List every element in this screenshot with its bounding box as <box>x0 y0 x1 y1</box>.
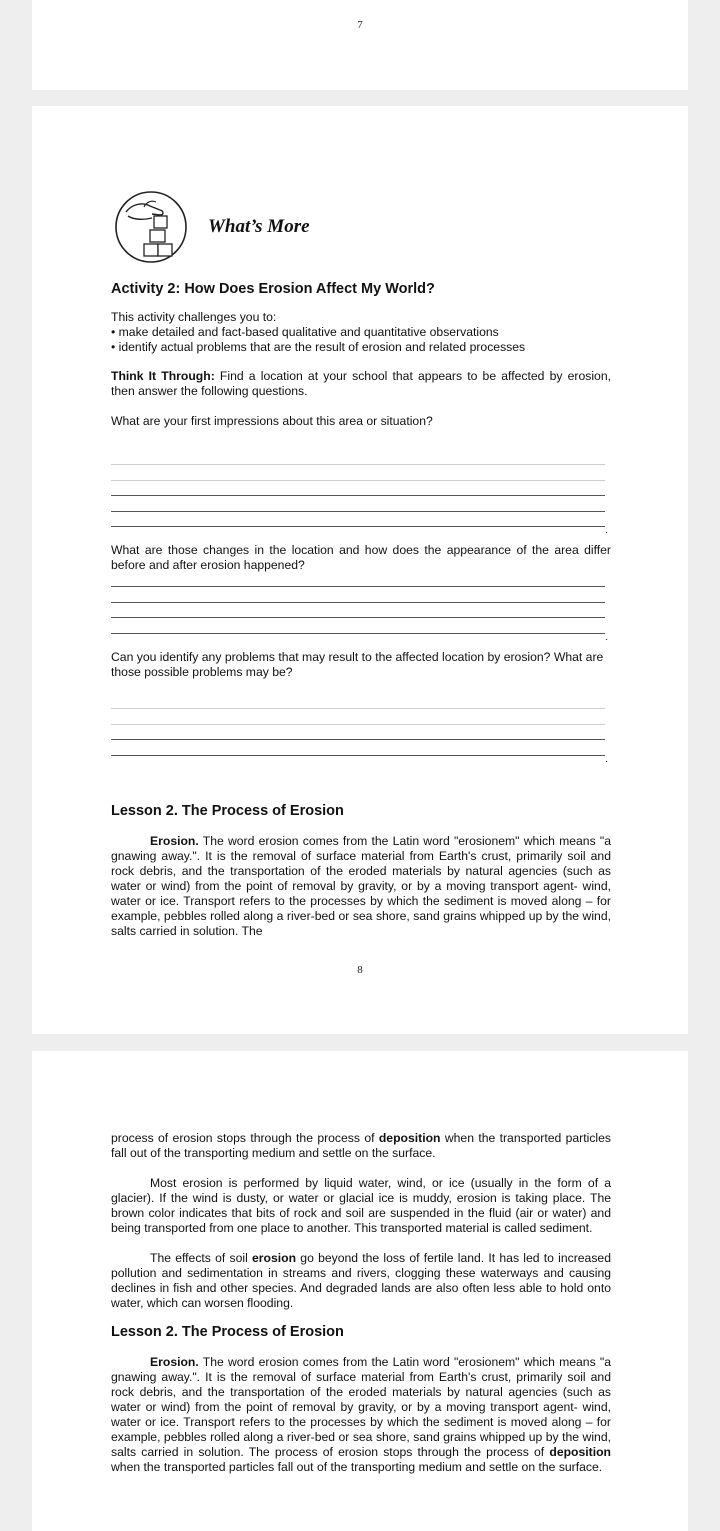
page-number-7: 7 <box>357 19 363 31</box>
question-1: What are your first impressions about this area or situation? <box>111 414 433 428</box>
page-7 <box>32 0 688 90</box>
lesson-continued <box>111 1131 611 1475</box>
bullet-item: • make detailed and fact-based qualitative and quantitative observations <box>111 325 499 339</box>
question-3: Can you identify any problems that may result to the affected location by erosion? What are those possible problems may be? <box>111 650 604 679</box>
page-number-8: 8 <box>357 964 363 976</box>
answer-lines-3[interactable]: . <box>111 708 605 770</box>
bullet-item: • identify actual problems that are the result of erosion and related processes <box>111 340 526 354</box>
page-9 <box>32 1051 688 1531</box>
paragraph-continued: process of erosion stops through the process of deposition when the transported particles fall out of the transporting medium and settle on the surface. <box>111 1131 611 1160</box>
activity-section <box>111 282 611 429</box>
whats-more-title: What’s More <box>208 216 310 237</box>
answer-lines-2[interactable]: . <box>111 586 605 648</box>
activity-intro: This activity challenges you to: <box>111 310 277 324</box>
answer-lines-1[interactable]: . <box>111 464 605 542</box>
lesson-title-repeat: Lesson 2. The Process of Erosion <box>111 1324 344 1340</box>
think-text: Find a location at your school that appears to be affected by erosion, then answer the following questions. <box>111 369 611 398</box>
question-2: What are those changes in the location and how does the appearance of the area differ before and after erosion happened? <box>111 543 611 572</box>
hand-stacking-blocks-icon <box>114 190 188 264</box>
erosion-label: Erosion. <box>150 834 199 848</box>
lesson-title: Lesson 2. The Process of Erosion <box>111 803 344 819</box>
activity-title: Activity 2: How Does Erosion Affect My World? <box>111 281 435 297</box>
paragraph-effects: The effects of soil erosion go beyond the loss of fertile land. It has led to increased pollution and sedimentation in streams and rivers, clogging these waterways and causing declines in fish and other species. And degraded lands are also often less able to hold onto water, which can worsen flooding. <box>111 1251 611 1310</box>
erosion-paragraph: Erosion. The word erosion comes from the Latin word "erosionem" which means "a gnawing away.". It is the removal of surface material from Earth's crust, primarily soil and rock debris, and the transportation of the eroded materials by natural agencies (such as water or wind) from the point of removal by gravity, or by a moving transport agent- wind, water or ice. Transport refers to the processes by which the sediment is moved along – for example, pebbles rolled along a river-bed or sea shore, sand grains whipped up by the wind, salts carried in solution. The <box>111 834 611 938</box>
erosion-paragraph-repeat: Erosion. The word erosion comes from the Latin word "erosionem" which means "a gnawing away.". It is the removal of surface material from Earth's crust, primarily soil and rock debris, and the transportation of the eroded materials by natural agencies (such as water or wind) from the point of removal by gravity, or by a moving transport agent- wind, water or ice. Transport refers to the processes by which the sediment is moved along – for example, pebbles rolled along a river-bed or sea shore, sand grains whipped up by the wind, salts carried in solution. The process of erosion stops through the process of deposition when the transported particles fall out of the transporting medium and settle on the surface. <box>111 1355 611 1474</box>
page-8 <box>32 106 688 1034</box>
think-label: Think It Through: <box>111 369 215 383</box>
think-it-through <box>111 369 611 399</box>
paragraph-agents: Most erosion is performed by liquid water, wind, or ice (usually in the form of a glacier). If the wind is dusty, or water or glacial ice is muddy, erosion is taking place. The brown color indicates that bits of rock and soil are suspended in the fluid (air or water) and being transported from one place to another. This transported material is called sediment. <box>111 1176 611 1235</box>
lesson-section <box>111 804 611 939</box>
